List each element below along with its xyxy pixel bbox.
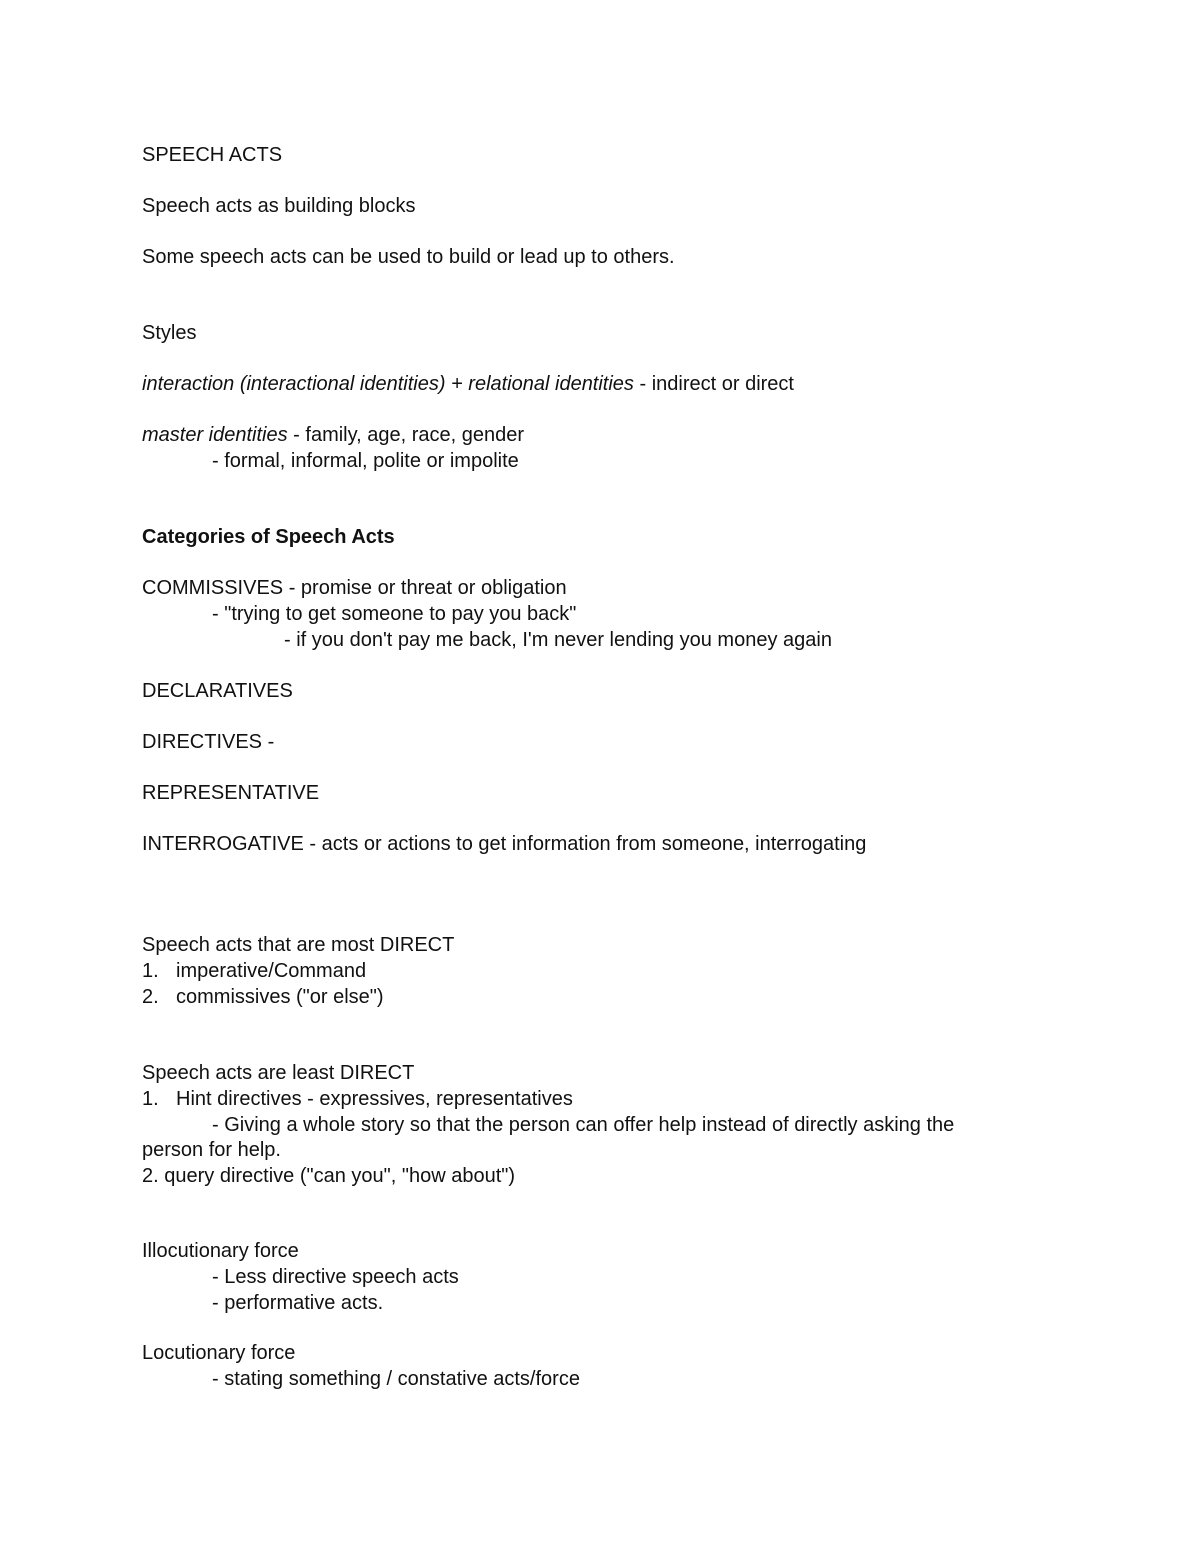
- least-direct-sub-continuation: person for help.: [142, 1139, 281, 1161]
- illocutionary-heading: Illocutionary force: [142, 1240, 299, 1262]
- styles-line-master-italic: master identities: [142, 424, 288, 446]
- document-title: SPEECH ACTS: [142, 144, 283, 166]
- categories-heading: Categories of Speech Acts: [142, 526, 395, 548]
- list-item-text: commissives ("or else"): [176, 986, 384, 1008]
- styles-line-master: [142, 422, 524, 448]
- list-item: [142, 1086, 573, 1112]
- interrogative-line: INTERROGATIVE - acts or actions to get information from someone, interrogating: [142, 833, 867, 855]
- building-blocks-heading: Speech acts as building blocks: [142, 195, 416, 217]
- illocutionary-sub-line: - performative acts.: [212, 1292, 384, 1314]
- styles-line-interaction-rest: - indirect or direct: [633, 373, 794, 395]
- list-item: [142, 984, 384, 1010]
- list-item: [142, 958, 366, 984]
- most-direct-heading: Speech acts that are most DIRECT: [142, 934, 455, 956]
- declaratives-line: DECLARATIVES: [142, 680, 293, 702]
- styles-heading: Styles: [142, 322, 197, 344]
- list-item-number: 1.: [142, 1088, 159, 1110]
- commissives-line: COMMISSIVES - promise or threat or obligation: [142, 577, 567, 599]
- styles-line-formal: - formal, informal, polite or impolite: [212, 450, 519, 472]
- list-item-number: 1.: [142, 960, 159, 982]
- least-direct-sub-line: - Giving a whole story so that the person can offer help instead of directly asking the: [212, 1114, 955, 1136]
- representative-line: REPRESENTATIVE: [142, 782, 320, 804]
- directives-line: DIRECTIVES -: [142, 731, 275, 753]
- locutionary-heading: Locutionary force: [142, 1342, 296, 1364]
- list-item-text: Hint directives - expressives, representatives: [176, 1088, 573, 1110]
- building-blocks-text: Some speech acts can be used to build or lead up to others.: [142, 246, 675, 268]
- styles-line-master-rest: - family, age, race, gender: [287, 424, 525, 446]
- query-directive-line: 2. query directive ("can you", "how about"): [142, 1165, 516, 1187]
- least-direct-heading: Speech acts are least DIRECT: [142, 1062, 415, 1084]
- list-item-text: imperative/Command: [176, 960, 367, 982]
- commissives-example-line: - if you don't pay me back, I'm never lending you money again: [284, 629, 832, 651]
- styles-line-interaction: [142, 371, 794, 397]
- styles-line-interaction-italic: interaction (interactional identities) + relational identities: [142, 373, 634, 395]
- list-item-number: 2.: [142, 986, 159, 1008]
- locutionary-sub-line: - stating something / constative acts/force: [212, 1368, 580, 1390]
- commissives-sub-line: - "trying to get someone to pay you back": [212, 603, 577, 625]
- illocutionary-sub-line: - Less directive speech acts: [212, 1266, 459, 1288]
